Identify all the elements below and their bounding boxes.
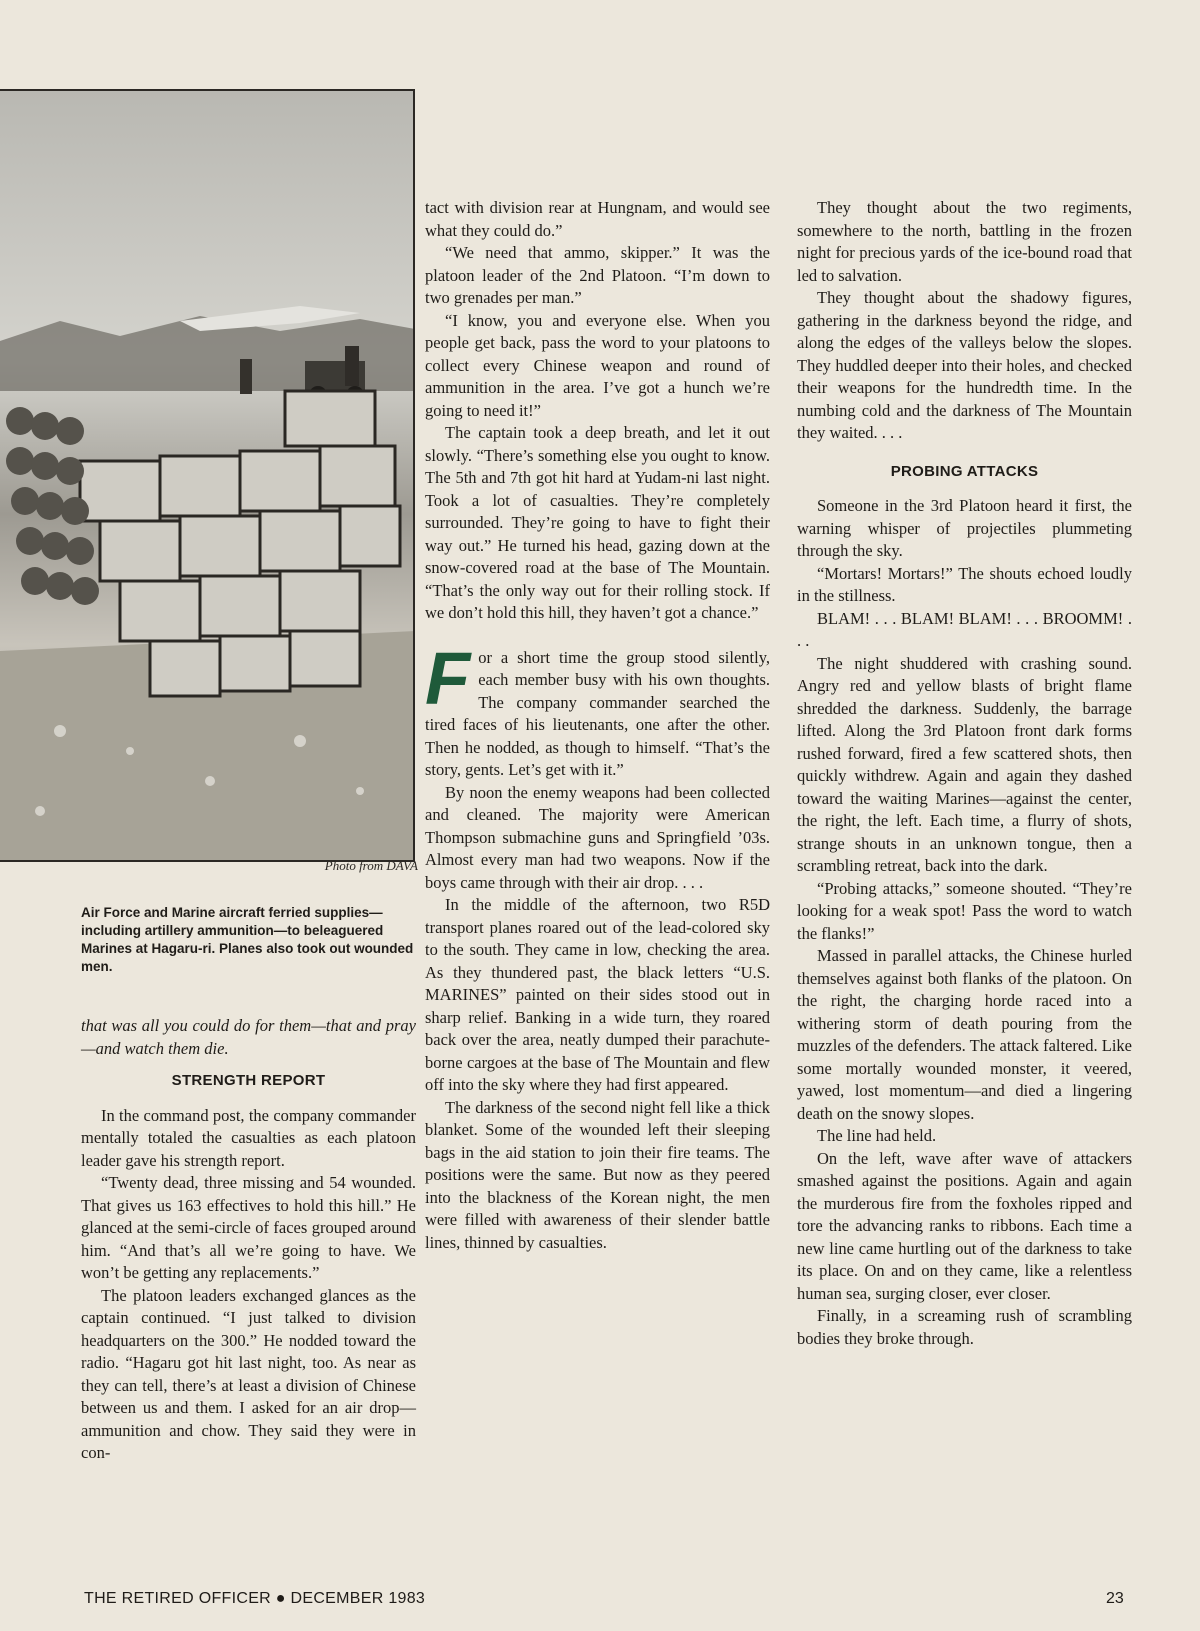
heading-strength-report: STRENGTH REPORT xyxy=(171,1072,326,1089)
column-3 xyxy=(797,197,1132,1350)
lead-italic: that was all you could do for them—that and pray—and watch them die. xyxy=(81,1016,416,1058)
paragraph: The captain took a deep breath, and let it out slowly. “There’s something else you ought to know. The 5th and 7th got hit hard at Yudam-ni last night. Took a lot of casualties. They’re completely surrounded. They’re going to have to fight their way out.” He turned his head, gazing down at the snow-covered road at the base of The Mountain. “That’s the only way out for their rolling stock. If we don’t hold this hill, they haven’t got a chance.” xyxy=(425,423,770,622)
column-2 xyxy=(425,197,770,1254)
ammunition-crates-photo xyxy=(0,89,415,862)
dropcap-paragraph xyxy=(425,636,770,782)
paragraph: tact with division rear at Hungnam, and would see what they could do.” xyxy=(425,198,770,240)
page-number: 23 xyxy=(1106,1590,1124,1607)
photo-credit: Photo from DAVA xyxy=(324,858,418,873)
paragraph: By noon the enemy weapons had been collected and cleaned. The majority were American Thompson submachine guns and Springfield ’03s. Almost every man had two weapons. Now if the boys came through with their air drop. . . . xyxy=(425,782,770,892)
paragraph: In the command post, the company commander mentally totaled the casualties as each platoon leader gave his strength report. xyxy=(81,1105,416,1170)
paragraph: The darkness of the second night fell like a thick blanket. Some of the wounded left their sleeping bags in the aid station to join their fire teams. The positions were the same. But now as they peered into the blackness of the Korean night, the men were filled with awareness of their slender battle lines, thinned by casualties. xyxy=(425,1097,770,1252)
paragraph: “I know, you and everyone else. When you people get back, pass the word to your platoons to collect every Chinese weapon and round of ammunition in the area. I’ve got a hunch we’re going to need it!” xyxy=(425,310,770,420)
paragraph: “Probing attacks,” someone shouted. “They’re looking for a weak spot! Pass the word to watch the flanks!” xyxy=(797,878,1132,943)
paragraph: Someone in the 3rd Platoon heard it first, the warning whisper of projectiles plummeting through the sky. xyxy=(797,496,1132,560)
paragraph: The night shuddered with crashing sound. Angry red and yellow blasts of bright flame shredded the darkness. Suddenly, the barrage lifted. Along the 3rd Platoon front dark forms rushed forward, fired a few scattered shots, then quickly withdrew. Again and again they dashed toward the waiting Marines—against the center, the right, the left. Each time, a flurry of shots, strange shouts in an unknown tongue, then a scrambling retreat, back into the dark. xyxy=(797,653,1132,875)
paragraph: They thought about the two regiments, somewhere to the north, battling in the frozen night for precious yards of the ice-bound road that led to salvation. xyxy=(797,198,1132,285)
column-1 xyxy=(81,1015,416,1465)
photo-caption: Air Force and Marine aircraft ferried supplies—including artillery ammunition—to beleaguered Marines at Hagaru-ri. Planes also took out wounded men. xyxy=(81,905,414,974)
dropcap-text: or a short time the group stood silently, each member busy with his own thoughts. The company commander searched the tired faces of his lieutenants, one after the other. Then he nodded, as though to himself. “That’s the story, gents. Let’s get with it.” xyxy=(425,647,770,779)
paragraph: “Twenty dead, three missing and 54 wounded. That gives us 163 effectives to hold this hill.” He glanced at the semi-circle of faces grouped around him. “And that’s all we’re going to have. We won’t be getting any replacements.” xyxy=(81,1173,416,1282)
heading-probing-attacks: PROBING ATTACKS xyxy=(890,462,1039,480)
paragraph: Finally, in a screaming rush of scrambling bodies they broke through. xyxy=(797,1306,1132,1348)
photo-illustration xyxy=(0,91,415,862)
paragraph: The platoon leaders exchanged glances as the captain continued. “I just talked to division headquarters on the 300.” He nodded toward the radio. “Hagaru got hit last night, too. As near as they can tell, there’s at least a division of Chinese between us and them. I asked for an air drop—ammunition and chow. They said they were in con- xyxy=(81,1285,416,1462)
paragraph: In the middle of the afternoon, two R5D transport planes roared out of the lead-colored sky to the south. They came in low, checking the area. As they thundered past, the black letters “U.S. MARINES” painted on their sides stood out in sharp relief. Banking in a wide turn, they roared back over the area, neatly dumped their parachute-borne cargoes at the base of The Mountain and flew off into the sky where they had first appeared. xyxy=(425,895,770,1094)
paragraph: The line had held. xyxy=(817,1126,937,1145)
paragraph: They thought about the shadowy figures, gathering in the darkness beyond the ridge, and along the edges of the valleys below the slopes. They huddled deeper into their holes, and checked their weapons for the hundredth time. In the numbing cold and the darkness of The Mountain they waited. . . . xyxy=(797,288,1132,442)
paragraph: On the left, wave after wave of attackers smashed against the positions. Again and again the murderous fire from the foxholes ripped and tore the advancing ranks to ribbons. Each time a new line came hurtling out of the darkness to take its place. On and on they came, like a relentless human sea, surging closer, ever closer. xyxy=(797,1148,1132,1303)
page-footer: THE RETIRED OFFICER ● DECEMBER 1983 xyxy=(84,1590,426,1607)
paragraph: Massed in parallel attacks, the Chinese hurled themselves against both flanks of the platoon. On the right, the charging horde raced into a withering storm of death pouring from the muzzles of the defenders. The attack faltered. Like some mortally wounded monster, it veered, yawed, lost momentum—and died a lingering death on the snowy slopes. xyxy=(797,946,1132,1123)
paragraph: “Mortars! Mortars!” The shouts echoed loudly in the stillness. xyxy=(797,563,1132,605)
paragraph: BLAM! . . . BLAM! BLAM! . . . BROOMM! . . . xyxy=(797,608,1132,650)
dropcap-letter: F xyxy=(425,636,471,720)
paragraph: “We need that ammo, skipper.” It was the platoon leader of the 2nd Platoon. “I’m down to two grenades per man.” xyxy=(425,243,770,307)
